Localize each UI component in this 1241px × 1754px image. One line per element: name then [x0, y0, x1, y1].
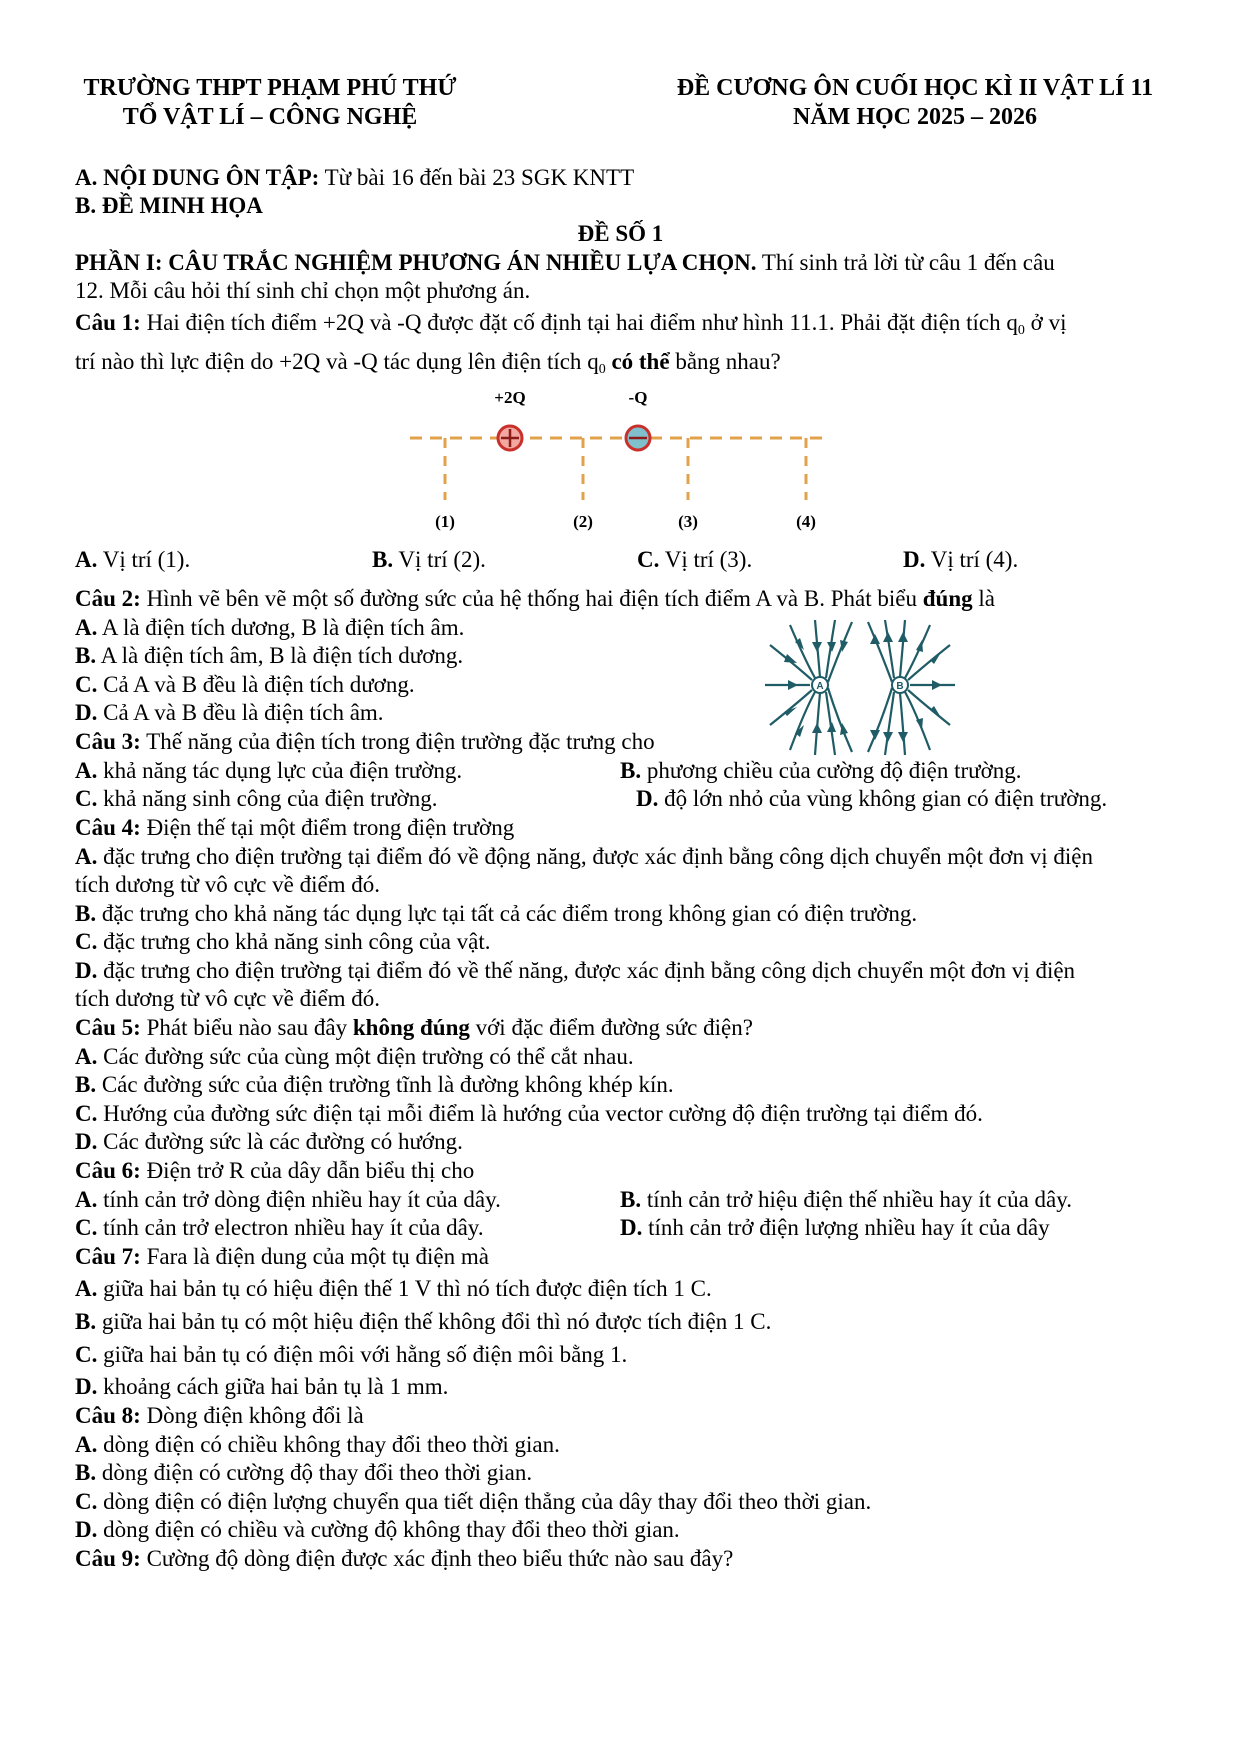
part1-label: PHẦN I: CÂU TRẮC NGHIỆM PHƯƠNG ÁN NHIỀU LỰA CHỌN.	[75, 250, 757, 275]
q6-text: Điện trở R của dây dẫn biểu thị cho	[140, 1158, 475, 1183]
q2-option-a-text: A là điện tích dương, B là điện tích âm.	[97, 615, 465, 640]
q3-option-c[interactable]	[75, 784, 438, 813]
q4-label: Câu 4:	[75, 815, 141, 840]
q6-option-a[interactable]	[75, 1185, 501, 1214]
q1-fig-label-neg: -Q	[628, 388, 648, 407]
q7-option-b[interactable]	[75, 1307, 1175, 1336]
q1-option-b[interactable]	[372, 545, 486, 574]
q6-stem	[75, 1156, 1175, 1185]
q7-option-a[interactable]	[75, 1274, 1175, 1303]
q8-option-a[interactable]	[75, 1430, 1175, 1459]
q2-tail: là	[972, 586, 995, 611]
q4-option-b[interactable]	[75, 899, 1175, 928]
q7-text: Fara là điện dung của một tụ điện mà	[140, 1244, 489, 1269]
header-right	[655, 74, 1175, 132]
q2-option-d-key: D.	[75, 700, 98, 725]
section-a-text: Từ bài 16 đến bài 23 SGK KNTT	[319, 165, 635, 190]
q2-line-a-ll	[770, 690, 812, 725]
q4-option-b-text: đặc trưng cho khả năng tác dụng lực tại tất cả các điểm trong không gian có điện trường.	[96, 901, 918, 926]
document-title: ĐỀ CƯƠNG ÔN CUỐI HỌC KÌ II VẬT LÍ 11	[676, 75, 1154, 101]
q5-option-c-key: C.	[75, 1101, 98, 1126]
q6-option-a-key: A.	[75, 1187, 98, 1212]
q7-option-a-text: giữa hai bản tụ có hiệu điện thế 1 V thì nó tích được điện tích 1 C.	[97, 1276, 712, 1301]
q8-stem	[75, 1401, 1175, 1430]
q8-option-c-text: dòng điện có điện lượng chuyển qua tiết diện thẳng của dây thay đổi theo thời gian.	[97, 1489, 872, 1514]
q1-option-a[interactable]	[75, 545, 190, 574]
school-name: TRƯỜNG THPT PHẠM PHÚ THỨ	[83, 75, 457, 101]
q4-option-d-text: đặc trưng cho điện trường tại điểm đó về thế năng, được xác định bằng công dịch chuyển một đơn vị điện	[97, 958, 1076, 983]
q2-option-c-text: Cả A và B đều là điện tích dương.	[97, 672, 415, 697]
q5-option-a[interactable]	[75, 1042, 1175, 1071]
q8-option-c-key: C.	[75, 1489, 98, 1514]
q3-option-d-text: độ lớn nhỏ của vùng không gian có điện trường.	[658, 786, 1108, 811]
q7-label: Câu 7:	[75, 1244, 141, 1269]
q8-option-b-key: B.	[75, 1460, 97, 1485]
q2-text: Hình vẽ bên vẽ một số đường sức của hệ thống hai điện tích điểm A và B. Phát biểu	[140, 586, 923, 611]
q8-label: Câu 8:	[75, 1403, 141, 1428]
q1-figure	[400, 385, 840, 535]
q9-label: Câu 9:	[75, 1546, 141, 1571]
q1-text-2a: trí nào thì lực điện do	[75, 349, 280, 374]
q1-fig-dashed-lines	[410, 438, 830, 500]
q3-option-d[interactable]	[636, 784, 1107, 813]
q1-option-d-text: Vị trí (4).	[925, 547, 1019, 572]
q2-fig-label-b: B	[896, 681, 904, 692]
q5-option-a-text: Các đường sức của cùng một điện trường có thể cắt nhau.	[97, 1044, 634, 1069]
q1-q0-2: q	[587, 349, 599, 374]
q1-option-d[interactable]	[903, 545, 1018, 574]
positive-charge-icon	[498, 426, 522, 450]
q2-line-a-rt	[828, 622, 852, 682]
q5-text: Phát biểu nào sau đây	[140, 1015, 353, 1040]
q1-option-c-text: Vị trí (3).	[659, 547, 753, 572]
q1-q0: q	[1006, 310, 1018, 335]
q4-option-d-key: D.	[75, 958, 98, 983]
negative-charge-icon	[626, 426, 650, 450]
q8-option-a-key: A.	[75, 1432, 98, 1457]
q1-fig-point-4: (4)	[796, 512, 816, 531]
q7-option-d-key: D.	[75, 1374, 98, 1399]
q4-option-b-key: B.	[75, 901, 97, 926]
q3-option-b-key: B.	[620, 758, 642, 783]
q1-and: và	[363, 310, 398, 335]
q6-option-d[interactable]	[620, 1213, 1050, 1242]
q5-label: Câu 5:	[75, 1015, 141, 1040]
q5-option-b-text: Các đường sức của điện trường tĩnh là đường không khép kín.	[96, 1072, 674, 1097]
q1-text-2d: có thể	[605, 349, 670, 374]
q4-text: Điện thế tại một điểm trong điện trường	[140, 815, 515, 840]
q1-fig-point-1: (1)	[435, 512, 455, 531]
q1-charge2-2: -Q	[353, 349, 378, 374]
q1-option-b-key: B.	[372, 547, 394, 572]
q1-charge2: -Q	[397, 310, 422, 335]
q1-q0-sub: 0	[1017, 323, 1025, 338]
part1-text: Thí sinh trả lời từ câu 1 đến câu	[756, 250, 1055, 275]
q4-option-a[interactable]	[75, 842, 1175, 871]
q3-option-d-key: D.	[636, 786, 659, 811]
q2-option-d[interactable]	[75, 698, 1175, 727]
q1-text-b: được đặt cố định tại hai điểm như hình 11.1. Phải đặt điện tích	[421, 310, 1007, 335]
q6-option-b[interactable]	[620, 1185, 1072, 1214]
q8-option-d-text: dòng điện có chiều và cường độ không thay đổi theo thời gian.	[97, 1517, 680, 1542]
q4-stem	[75, 813, 1175, 842]
q5-option-a-key: A.	[75, 1044, 98, 1069]
q5-option-c-text: Hướng của đường sức điện tại mỗi điểm là hướng của vector cường độ điện trường tại điểm đó.	[97, 1101, 983, 1126]
q1-fig-label-pos: +2Q	[494, 388, 526, 407]
q6-option-b-key: B.	[620, 1187, 642, 1212]
q3-label: Câu 3:	[75, 729, 141, 754]
q2-arrowheads	[784, 632, 942, 742]
q1-option-b-text: Vị trí (2).	[393, 547, 486, 572]
q1-text-2b: và	[320, 349, 354, 374]
q5-option-b[interactable]	[75, 1070, 1175, 1099]
q7-option-c-key: C.	[75, 1342, 98, 1367]
q4-option-a-cont: tích dương từ vô cực về điểm đó.	[75, 872, 381, 897]
q4-option-d-cont: tích dương từ vô cực về điểm đó.	[75, 986, 381, 1011]
q3-option-c-key: C.	[75, 786, 98, 811]
school-year: NĂM HỌC 2025 – 2026	[793, 104, 1037, 130]
q6-option-c-text: tính cản trở electron nhiều hay ít của dây.	[97, 1215, 484, 1240]
header-left	[60, 74, 480, 132]
q3-option-b-text: phương chiều của cường độ điện trường.	[641, 758, 1022, 783]
q2-line-b-lt2	[868, 622, 892, 682]
q1-charge1: +2Q	[322, 310, 364, 335]
q2-option-b-text: A là điện tích âm, B là điện tích dương.	[96, 643, 464, 668]
q7-option-d[interactable]	[75, 1372, 1175, 1401]
q5-bold: không đúng	[352, 1015, 470, 1040]
q3-option-b[interactable]	[620, 756, 1022, 785]
q3-stem	[75, 727, 1175, 756]
q8-option-c[interactable]	[75, 1487, 1175, 1516]
part1-text2: 12. Mỗi câu hỏi thí sinh chỉ chọn một phương án.	[75, 278, 531, 303]
q7-option-d-text: khoảng cách giữa hai bản tụ là 1 mm.	[97, 1374, 449, 1399]
q1-text-a: Hai điện tích điểm	[140, 310, 323, 335]
q5-option-b-key: B.	[75, 1072, 97, 1097]
q1-option-c[interactable]	[637, 545, 752, 574]
q4-option-d[interactable]	[75, 956, 1175, 985]
q2-option-d-text: Cả A và B đều là điện tích âm.	[97, 700, 384, 725]
section-b: B. ĐỀ MINH HỌA	[75, 193, 263, 218]
q7-option-b-text: giữa hai bản tụ có một hiệu điện thế không đổi thì nó được tích điện 1 C.	[96, 1309, 772, 1334]
q7-option-c[interactable]	[75, 1340, 1175, 1369]
q8-text: Dòng điện không đổi là	[140, 1403, 364, 1428]
q3-option-a[interactable]	[75, 756, 462, 785]
q6-label: Câu 6:	[75, 1158, 141, 1183]
q1-text-2e: bằng nhau?	[669, 349, 781, 374]
q1-option-a-key: A.	[75, 547, 98, 572]
q2-stem	[75, 584, 1175, 613]
q3-option-a-text: khả năng tác dụng lực của điện trường.	[97, 758, 463, 783]
q2-line-b-lr	[908, 690, 950, 725]
q5-option-d-text: Các đường sức là các đường có hướng.	[97, 1129, 463, 1154]
department-name: TỔ VẬT LÍ – CÔNG NGHỆ	[122, 104, 418, 130]
q8-option-b-text: dòng điện có cường độ thay đổi theo thời gian.	[96, 1460, 533, 1485]
exam-title: ĐỀ SỐ 1	[577, 221, 664, 246]
q4-option-c[interactable]	[75, 927, 1175, 956]
q2-line-a-ut	[790, 625, 815, 678]
q5-option-d-key: D.	[75, 1129, 98, 1154]
q1-fig-point-3: (3)	[678, 512, 698, 531]
section-a	[75, 163, 1175, 192]
part1-heading	[75, 248, 1175, 277]
q2-line-b-top	[900, 620, 905, 677]
q4-option-c-text: đặc trưng cho khả năng sinh công của vật.	[97, 929, 491, 954]
q1-option-c-key: C.	[637, 547, 660, 572]
q1-line1	[75, 308, 1175, 345]
q8-option-d-key: D.	[75, 1517, 98, 1542]
q8-option-b[interactable]	[75, 1458, 1175, 1487]
q2-line-b-ur	[908, 645, 950, 680]
q8-option-d[interactable]	[75, 1515, 1175, 1544]
q4-option-a-key: A.	[75, 844, 98, 869]
q1-label: Câu 1:	[75, 310, 141, 335]
q2-option-b[interactable]	[75, 641, 1175, 670]
q7-option-b-key: B.	[75, 1309, 97, 1334]
q3-option-c-text: khả năng sinh công của điện trường.	[97, 786, 438, 811]
q6-option-d-key: D.	[620, 1215, 643, 1240]
q1-option-d-key: D.	[903, 547, 926, 572]
q7-option-a-key: A.	[75, 1276, 98, 1301]
q6-option-c[interactable]	[75, 1213, 484, 1242]
q1-option-a-text: Vị trí (1).	[97, 547, 191, 572]
q9-stem	[75, 1544, 1175, 1573]
q1-q0-sub-2: 0	[598, 362, 606, 377]
q1-fig-point-2: (2)	[573, 512, 593, 531]
q5-stem	[75, 1013, 1175, 1042]
q1-charge1-2: +2Q	[279, 349, 321, 374]
q6-option-b-text: tính cản trở hiệu điện thế nhiều hay ít của dây.	[641, 1187, 1073, 1212]
q9-text: Cường độ dòng điện được xác định theo biểu thức nào sau đây?	[140, 1546, 734, 1571]
q5-option-d[interactable]	[75, 1127, 1175, 1156]
q7-stem	[75, 1242, 1175, 1271]
q4-option-a-text: đặc trưng cho điện trường tại điểm đó về động năng, được xác định bằng công dịch chuyển một đơn vị điện	[97, 844, 1093, 869]
q6-option-c-key: C.	[75, 1215, 98, 1240]
q2-label: Câu 2:	[75, 586, 141, 611]
q2-option-c[interactable]	[75, 670, 1175, 699]
q3-text: Thế năng của điện tích trong điện trường đặc trưng cho	[140, 729, 655, 754]
q1-text-2c: tác dụng lên điện tích	[377, 349, 588, 374]
q5-tail: với đặc điểm đường sức điện?	[469, 1015, 753, 1040]
q6-option-d-text: tính cản trở điện lượng nhiều hay ít của dây	[642, 1215, 1050, 1240]
q2-option-b-key: B.	[75, 643, 97, 668]
q1-text-c: ở vị	[1024, 310, 1067, 335]
q2-bold: đúng	[922, 586, 973, 611]
q3-option-a-key: A.	[75, 758, 98, 783]
q7-option-c-text: giữa hai bản tụ có điện môi với hằng số điện môi bằng 1.	[97, 1342, 628, 1367]
q2-fig-label-a: A	[816, 681, 824, 692]
q2-option-a[interactable]	[75, 613, 1175, 642]
q6-option-a-text: tính cản trở dòng điện nhiều hay ít của dây.	[97, 1187, 501, 1212]
q5-option-c[interactable]	[75, 1099, 1175, 1128]
q4-option-c-key: C.	[75, 929, 98, 954]
q1-line2	[75, 347, 1175, 384]
q8-option-a-text: dòng điện có chiều không thay đổi theo thời gian.	[97, 1432, 560, 1457]
q2-option-c-key: C.	[75, 672, 98, 697]
section-a-label: A. NỘI DUNG ÔN TẬP:	[75, 165, 320, 190]
q2-line-b-ut	[905, 625, 930, 678]
q2-option-a-key: A.	[75, 615, 98, 640]
